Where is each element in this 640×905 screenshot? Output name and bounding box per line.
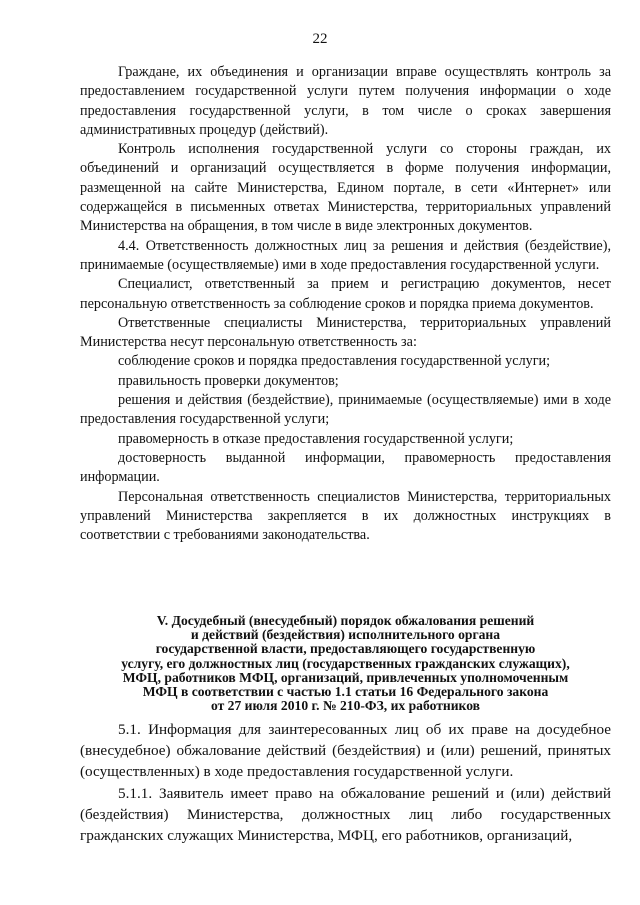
paragraph-citizens-control: Граждане, их объединения и организации вправе осуществлять контроль за предоставлением государственной услуги путем получения информации о ходе предоставления государственной услуги, в том числе о сроках завершения административных процедур (действий). [80,64,611,138]
heading-line: МФЦ, работников МФЦ, организаций, привлеченных уполномоченным [122,669,569,685]
list-item-deadlines: соблюдение сроков и порядка предоставления государственной услуги; [118,353,551,370]
heading-line: МФЦ в соответствии с частью 1.1 статьи 16 Федерального закона [142,684,549,700]
list-item-document-check: правильность проверки документов; [118,372,339,389]
section-heading [80,614,611,713]
paragraph-5-1-1: 5.1.1. Заявитель имеет право на обжалование решений и (или) действий (бездействия) Министерства, должностных лиц либо государственных гражданских служащих Министерства, МФЦ, его работников, организаций, [80,784,611,845]
paragraph-specialist-responsibility: Специалист, ответственный за прием и регистрацию документов, несет персональную ответственность за соблюдение сроков и порядка приема документов. [80,276,611,312]
list-item-information: достоверность выданной информации, правомерность предоставления информации. [80,449,611,486]
paragraph-5-1: 5.1. Информация для заинтересованных лиц об их праве на досудебное (внесудебное) обжалование действий (бездействия) и (или) решений, принятых (осуществленных) в ходе предоставления государственной услуги. [80,721,611,781]
paragraph-personal-responsibility: Персональная ответственность специалистов Министерства, территориальных управлений Министерства закрепляется в их должностных инструкциях в соответствии с требованиями законодательства. [80,488,611,544]
heading-line: и действий (бездействия) исполнительного органа [190,627,501,643]
page-number: 22 [312,31,328,47]
heading-line: государственной власти, предоставляющего государственную [155,641,536,657]
body-text-top [80,63,611,545]
body-text-bottom [80,719,611,846]
heading-line: услугу, его должностных лиц (государственных гражданских служащих), [121,655,570,671]
paragraph-responsible-specialists: Ответственные специалисты Министерства, территориальных управлений Министерства несут персональную ответственность за: [80,314,611,351]
paragraph-4-4: 4.4. Ответственность должностных лиц за решения и действия (бездействие), принимаемые (осуществляемые) ими в ходе предоставления государственной услуги. [80,237,611,273]
heading-line: V. Досудебный (внесудебный) порядок обжалования решений [156,613,535,628]
heading-line: от 27 июля 2010 г. № 210-ФЗ, их работников [210,698,480,714]
list-item-refusal: правомерность в отказе предоставления государственной услуги; [118,430,514,447]
paragraph-control-form: Контроль исполнения государственной услуги со стороны граждан, их объединений и организаций осуществляется в форме получения информации, размещенной на сайте Министерства, Едином портале, в сети «Интернет» или содержащейся в письменных ответах Министерства, территориальных управлений Министерства на обращения, в том числе в виде электронных документов. [80,141,611,235]
list-item-decisions: решения и действия (бездействие), принимаемые (осуществляемые) ими в ходе предоставления государственной услуги; [80,392,611,428]
